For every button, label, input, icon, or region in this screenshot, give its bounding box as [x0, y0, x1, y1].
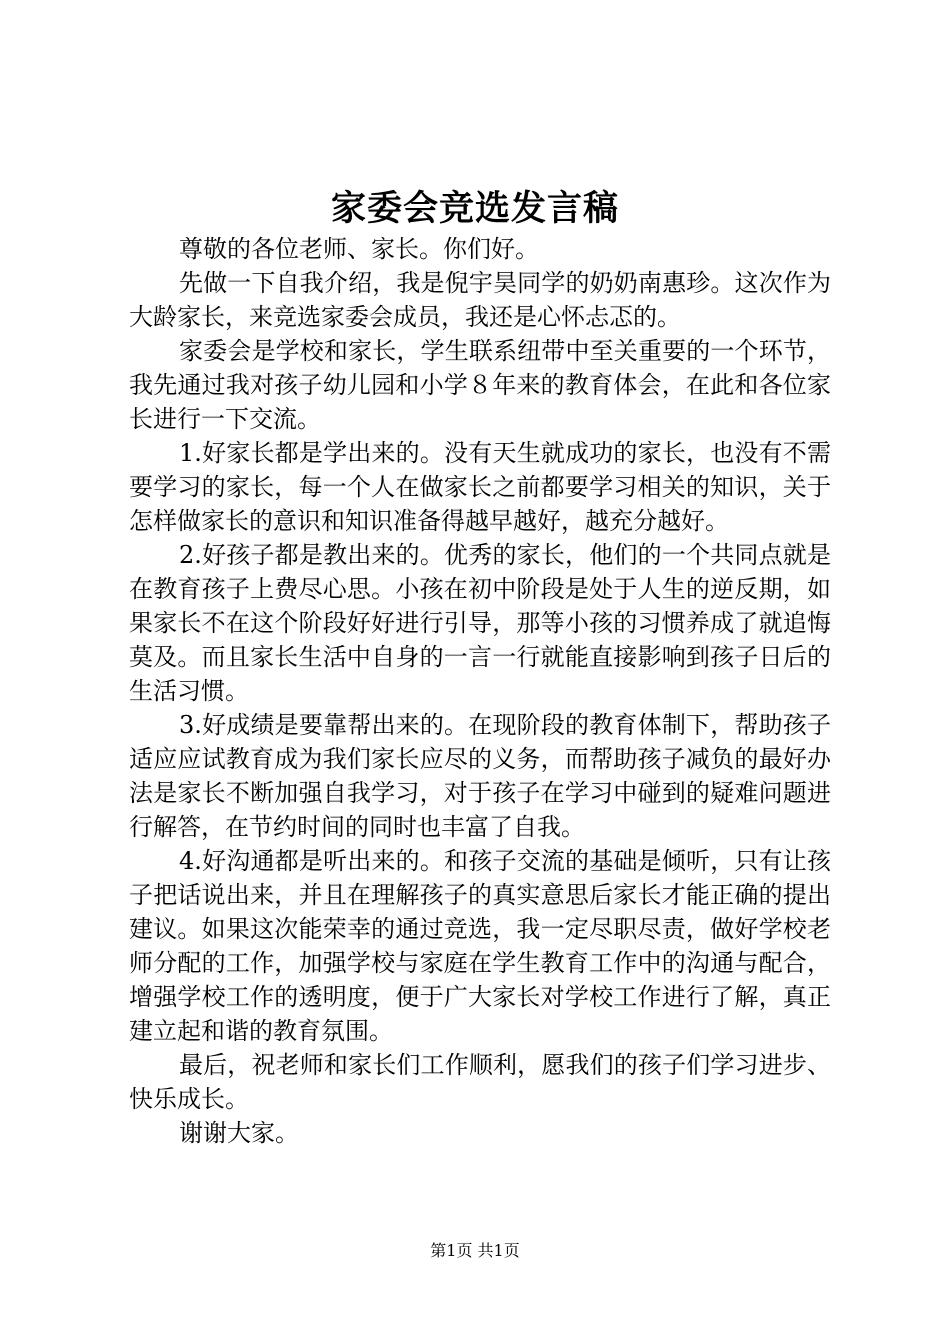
- paragraph-closing: 最后，祝老师和家长们工作顺利，愿我们的孩子们学习进步、快乐成长。: [129, 1051, 831, 1113]
- paragraph-greeting: 尊敬的各位老师、家长。你们好。: [179, 235, 539, 263]
- paragraph-introduction: 先做一下自我介绍，我是倪宇昊同学的奶奶南惠珍。这次作为大龄家长，来竞选家委会成员，我还是心怀忐忑的。: [129, 269, 831, 331]
- paragraph-committee-role: 家委会是学校和家长，学生联系纽带中至关重要的一个环节，我先通过我对孩子幼儿园和小学８年来的教育体会，在此和各位家长进行一下交流。: [129, 337, 831, 433]
- document-title: 家委会竞选发言稿: [330, 188, 619, 229]
- paragraph-point-2: 2.好孩子都是教出来的。优秀的家长，他们的一个共同点就是在教育孩子上费尽心思。小孩在初中阶段是处于人生的逆反期，如果家长不在这个阶段好好进行引导，那等小孩的习惯养成了就追悔莫及。而且家长生活中自身的一言一行就能直接影响到孩子日后的生活习惯。: [129, 541, 831, 705]
- paragraph-point-1: 1.好家长都是学出来的。没有天生就成功的家长，也没有不需要学习的家长，每一个人在做家长之前都要学习相关的知识，关于怎样做家长的意识和知识准备得越早越好，越充分越好。: [129, 439, 831, 535]
- paragraph-point-4: 4.好沟通都是听出来的。和孩子交流的基础是倾听，只有让孩子把话说出来，并且在理解孩子的真实意思后家长才能正确的提出建议。如果这次能荣幸的通过竞选，我一定尽职尽责，做好学校老师分配的工作，加强学校与家庭在学生教育工作中的沟通与配合，增强学校工作的透明度，便于广大家长对学校工作进行了解，真正建立起和谐的教育氛围。: [129, 847, 831, 1045]
- paragraph-thanks: 谢谢大家。: [179, 1119, 299, 1147]
- document-body: [129, 232, 831, 1150]
- page-footer: 第1页 共1页: [430, 1241, 520, 1260]
- paragraph-point-3: 3.好成绩是要靠帮出来的。在现阶段的教育体制下，帮助孩子适应应试教育成为我们家长应尽的义务，而帮助孩子减负的最好办法是家长不断加强自我学习，对于孩子在学习中碰到的疑难问题进行解答，在节约时间的同时也丰富了自我。: [129, 711, 831, 841]
